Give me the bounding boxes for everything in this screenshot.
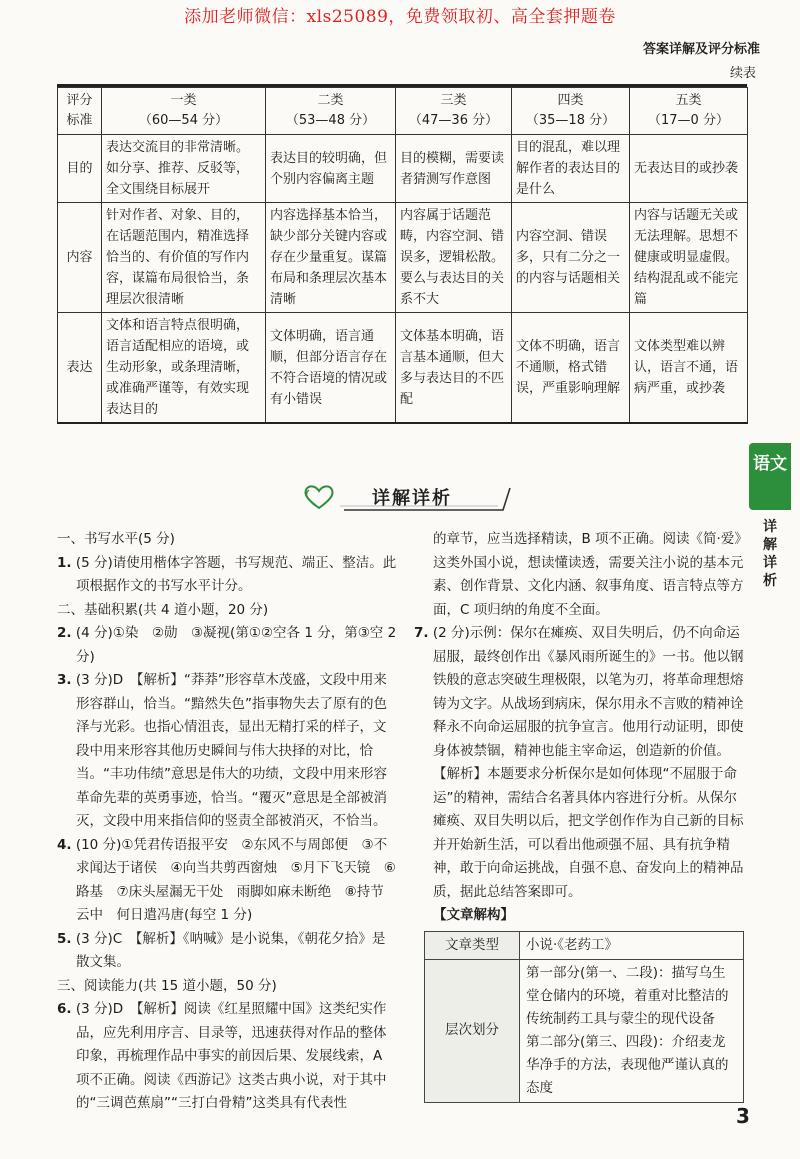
column-head [512,88,630,135]
column-name: 一类 [170,93,197,108]
structure-table [424,931,744,1103]
column-head [396,88,512,135]
column-range: （17—0 分） [648,113,729,128]
structure-heading: 【文章解构】 [433,907,514,923]
column-range: （60—54 分） [138,113,229,128]
item-continuation: 的章节，应当选择精读，B 项不正确。阅读《简·爱》这类外国小说，想读懂读透，需要关注小说的基本元素、创作背景、文化内涵、叙事角度、语言特点等方面，C 项归纳的角度不全面。 [433,531,748,618]
table-cell: 表达目的较明确，但个别内容偏离主题 [266,135,396,203]
section-heading: 二、基础积累(共 4 道小题，20 分) [57,601,269,618]
table-row [425,959,744,1102]
table-cell: 文体类型难以辨认，语言不通，语病严重，或抄袭 [630,313,748,424]
structure-part: 第二部分(第三、四段)：介绍麦龙华净手的方法，表现他严谨认真的态度 [526,1033,729,1096]
table-cell: 文体明确，语言通顺，但部分语言存在不符合语境的情况或有小错误 [266,313,396,424]
corner-cell [58,88,102,135]
answer-item [57,928,397,975]
column-range: （35—18 分） [525,113,616,128]
table-cell: 文体和语言特点很明确，语言适配相应的语境，或生动形象，或条理清晰，或准确严谨等，有效实现表达目的 [102,313,266,424]
column-head [630,88,748,135]
row-label: 目的 [58,135,102,203]
table-row [425,931,744,959]
analysis-text: 【解析】本题要求分析保尔是如何体现“不屈服于命运”的精神，需结合名著具体内容进行分析。从保尔瘫痪、双目失明以后，把文学创作作为自己新的目标并开始新生活，可以看出他顽强不屈、具有抗争精神，敢于向命运挑战，自强不息、奋发向上的精神品质，据此总结答案即可。 [433,766,744,900]
section-heading: 一、书写水平(5 分) [57,531,175,547]
column-name: 五类 [675,93,702,108]
structure-label: 文章类型 [425,931,520,959]
answer-item [57,552,397,599]
item-number: 6. [57,1001,72,1017]
item-text: (4 分)①染 ②勋 ③凝视(第①②空各 1 分，第③空 2 分) [75,625,397,665]
column-range: （53—48 分） [285,113,376,128]
item-text: (3 分)C 【解析】《呐喊》是小说集，《朝花夕拾》是散文集。 [75,930,386,970]
column-head [266,88,396,135]
table-row [58,135,748,203]
corner-line-2: 标准 [66,113,93,128]
answer-item [57,669,397,834]
heart-icon [302,483,336,511]
table-cell: 内容与话题无关或无法理解。思想不健康或明显虚假。结构混乱或不能完篇 [630,203,748,313]
item-text: (5 分)请使用楷体字答题，书写规范、端正、整洁。此项根据作文的书写水平计分。 [75,554,397,594]
table-cell: 内容空洞、错误多，只有二分之一的内容与话题相关 [512,203,630,313]
table-cell: 文体不明确，语言不通顺，格式错误，严重影响理解 [512,313,630,424]
answer-item [57,622,397,669]
item-text: (3 分)D 【解析】“莽莽”形容草木茂盛，文段中用来形容群山，恰当。“黯然失色”指事物失去了原有的色泽与光彩。也指心情沮丧，显出无精打采的样子，文段中用来形容其他历史瞬间与伟大抉择的对比，恰当。“丰功伟绩”意思是伟大的功绩，文段中用来形容革命先辈的英勇事迹，恰当。“覆灭”意思是全部被消灭，文段中用来指信仰的竖责全部被消灭，不恰当。 [75,672,387,829]
table-row [58,313,748,424]
answer-item [57,834,397,928]
structure-part: 第一部分(第一、二段)：描写乌生堂仓储内的环境，着重对比整洁的传统制药工具与蒙尘的现代设备 [526,964,729,1027]
table-cell: 文体基本明确，语言基本通顺，但大多与表达目的不匹配 [396,313,512,424]
scoring-table-header [58,88,748,135]
table-cell: 针对作者、对象、目的，在话题范围内，精准选择恰当的、有价值的写作内容，谋篇布局很恰当，条理层次很清晰 [102,203,266,313]
table-row [58,203,748,313]
section-title: 详解详析 [372,488,452,509]
column-name: 四类 [557,93,584,108]
item-text: (3 分)D 【解析】阅读《红星照耀中国》这类纪实作品，应先利用序言、目录等，迅速获得对作品的整体印象，再梳理作品中事实的前因后果、发展线索，A 项不正确。阅读《西游记》这类古典小说，对于其中的“三调芭蕉扇”“三打白骨精”这类具有代表性 [75,1001,387,1111]
answer-item [414,622,750,763]
column-name: 三类 [440,93,467,108]
item-number: 3. [57,672,72,688]
structure-label: 层次划分 [425,959,520,1102]
left-column [57,528,397,1116]
table-cell: 表达交流目的非常清晰。如分享、推荐、反驳等，全文围绕目标展开 [102,135,266,203]
table-cell: 内容选择基本恰当，缺少部分关键内容或存在少量重复。谋篇布局和条理层次基本清晰 [266,203,396,313]
table-cell: 无表达目的或抄袭 [630,135,748,203]
row-label: 内容 [58,203,102,313]
header-continued: 续表 [729,66,756,81]
scoring-table [57,87,748,424]
item-text: (2 分)示例：保尔在瘫痪、双目失明后，仍不向命运屈服，最终创作出《暴风雨所诞生的》一书。他以钢铁般的意志突破生理极限，以笔为刃，将革命理想熔铸为文字。从战场到病床，保尔用永不言败的精神诠释永不向命运屈服的抗争宣言。他用行动证明，即使身体被禁锢，精神也能主宰命运，创造新的价值。 [432,625,744,759]
item-number: 1. [57,554,72,571]
item-number: 5. [57,930,72,947]
promo-banner: 添加老师微信：xls25089，免费领取初、高全套押题卷 [184,7,616,27]
item-number: 4. [57,836,72,853]
item-number: 2. [57,625,72,641]
column-name: 二类 [317,93,344,108]
column-head [102,88,266,135]
right-column [414,528,750,1103]
table-cell: 内容属于话题范畴，内容空洞、错误多，逻辑松散。要么与表达目的关系不大 [396,203,512,313]
subject-tab: 语文 [749,443,791,510]
header-title: 答案详解及评分标准 [642,42,760,57]
item-text: (10 分)①凭君传语报平安 ②东风不与周郎便 ③不求闻达于诸侯 ④向当共剪西窗烛 ⑤月下飞天镜 ⑥路基 ⑦床头屋漏无干处 雨脚如麻未断绝 ⑧持节云中 何日遣冯唐(每空 1 分) [75,836,396,923]
item-number: 7. [414,625,429,641]
table-cell: 目的模糊，需要读者猜测写作意图 [396,135,512,203]
answer-item [57,998,397,1116]
structure-value: 小说·《老药工》 [520,931,744,959]
section-side-label: 详解详析 [763,519,777,589]
table-cell: 目的混乱，难以理解作者的表达目的是什么 [512,135,630,203]
corner-line-1: 评分 [66,93,93,108]
column-range: （47—36 分） [408,113,499,128]
section-heading: 三、阅读能力(共 15 道小题，50 分) [57,977,277,994]
structure-value [520,959,744,1102]
page-number: 3 [736,1104,750,1128]
row-label: 表达 [58,313,102,424]
